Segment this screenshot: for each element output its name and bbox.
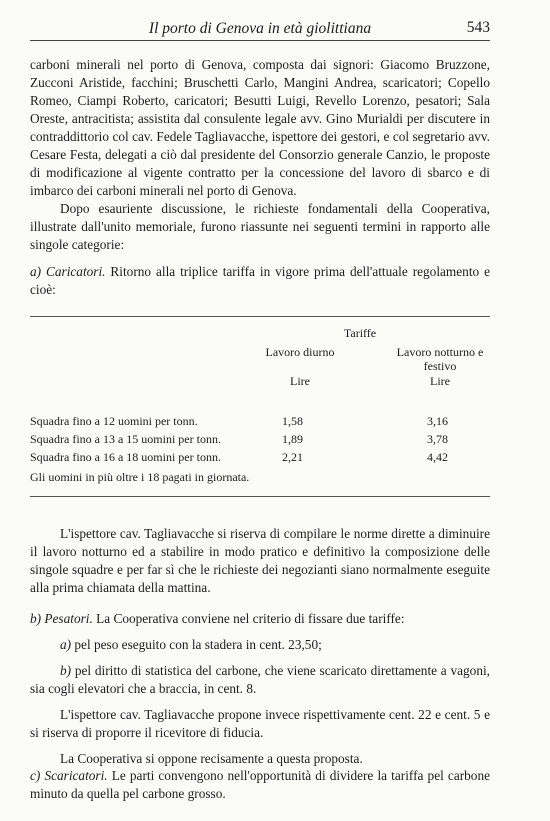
footnote-text: Gli uomini in più oltre i 18 pagati in giornata.	[30, 470, 250, 484]
section-c-label: c) Scaricatori.	[30, 768, 108, 783]
table-row	[30, 432, 490, 448]
table-rule-top	[30, 316, 490, 317]
running-title: Il porto di Genova in età giolittiana	[148, 20, 372, 37]
paragraph-ispettore-2: L'ispettore cav. Tagliavacche propone invece rispettivamente cent. 22 e cent. 5 e si riserva di proporre il ricevitore di fiducia.	[30, 707, 490, 740]
row-value-notturno: 3,78	[427, 432, 448, 446]
row-description: Squadra fino a 12 uomini per tonn.	[30, 414, 198, 428]
row-value-diurno: 1,89	[282, 432, 303, 446]
item-a-label: a)	[60, 637, 72, 652]
column-header-diurno: Lavoro diurno	[265, 345, 335, 359]
table-row	[30, 414, 490, 430]
section-a-label: a) Caricatori.	[30, 264, 106, 279]
tariff-table	[30, 316, 490, 484]
row-value-diurno: 1,58	[282, 414, 303, 428]
section-c-scaricatori	[30, 767, 490, 803]
paragraph-2: Dopo esauriente discussione, le richieste fondamentali della Cooperativa, illustrate dall'unito memoriale, furono riassunte nei seguenti termini in rapporto alle singole categorie:	[30, 201, 490, 252]
table-row	[30, 450, 490, 466]
row-description: Squadra fino a 16 a 18 uomini per tonn.	[30, 450, 221, 464]
section-a-text: Ritorno alla triplice tariffa in vigore prima dell'attuale regolamento e cioè:	[30, 264, 490, 297]
section-c-text: Le parti convengono nell'opportunità di dividere la tariffa pel carbone minuto da quella pel carbone grosso.	[30, 768, 491, 801]
section-b-label: b) Pesatori.	[30, 611, 93, 626]
page-number: 543	[466, 19, 490, 36]
paragraph-ispettore-1: L'ispettore cav. Tagliavacche si riserva di compilare le norme dirette a diminuire il lavoro notturno ed a stabilire in modo pratico e definitivo la composizione delle singole squadre e per far sì che le richieste dei negozianti siano normalmente eseguite alla prima chiamata della mattina.	[30, 526, 490, 595]
row-value-notturno: 3,16	[427, 414, 448, 428]
paragraph-delegation	[30, 56, 490, 254]
table-footnote	[30, 470, 490, 486]
paragraph-ispettore-riserva	[30, 525, 490, 597]
table-rule-bottom	[30, 496, 490, 497]
table-group-header: Tariffe	[343, 326, 377, 340]
section-b-pesatori	[30, 610, 490, 768]
row-value-diurno: 2,21	[282, 450, 303, 464]
column-header-notturno: Lavoro notturno e festivo	[396, 345, 484, 373]
row-value-notturno: 4,42	[427, 450, 448, 464]
section-b-text: La Cooperativa conviene nel criterio di fissare due tariffe:	[92, 611, 405, 626]
item-b-text: pel diritto di statistica del carbone, che viene scaricato direttamente a vagoni, sia cogli elevatori che a braccia, in cent. 8.	[30, 663, 490, 696]
column-unit-diurno: Lire	[290, 374, 310, 388]
item-a-text: pel peso eseguito con la stadera in cent. 23,50;	[71, 637, 322, 652]
section-a-caricatori	[30, 263, 490, 299]
column-unit-notturno: Lire	[430, 374, 450, 388]
paragraph-cooperativa: La Cooperativa si oppone recisamente a questa proposta.	[60, 751, 363, 766]
paragraph-1: carboni minerali nel porto di Genova, composta dai signori: Giacomo Bruzzone, Zucconi Aristide, facchini; Bruschetti Carlo, Mangini Andrea, scaricatori; Copello Romeo, Ciampi Roberto, caricatori; Besutti Luigi, Revello Lorenzo, pesatori; Sala Oreste, antracitista; assistita dal consulente legale avv. Gino Murialdi per discutere in contraddittorio col cav. Fedele Tagliavacche, ispettore dei gestori, e col segretario avv. Cesare Festa, delegati a ciò dal presidente del Consorzio generale Canzio, le proposte di modificazione al vigente contratto per la concessione del lavoro di sbarco e di imbarco dei carboni minerali nel porto di Genova.	[30, 57, 490, 198]
item-b-label: b)	[60, 663, 72, 678]
row-description: Squadra fino a 13 a 15 uomini per tonn.	[30, 432, 221, 446]
running-header	[30, 18, 490, 41]
